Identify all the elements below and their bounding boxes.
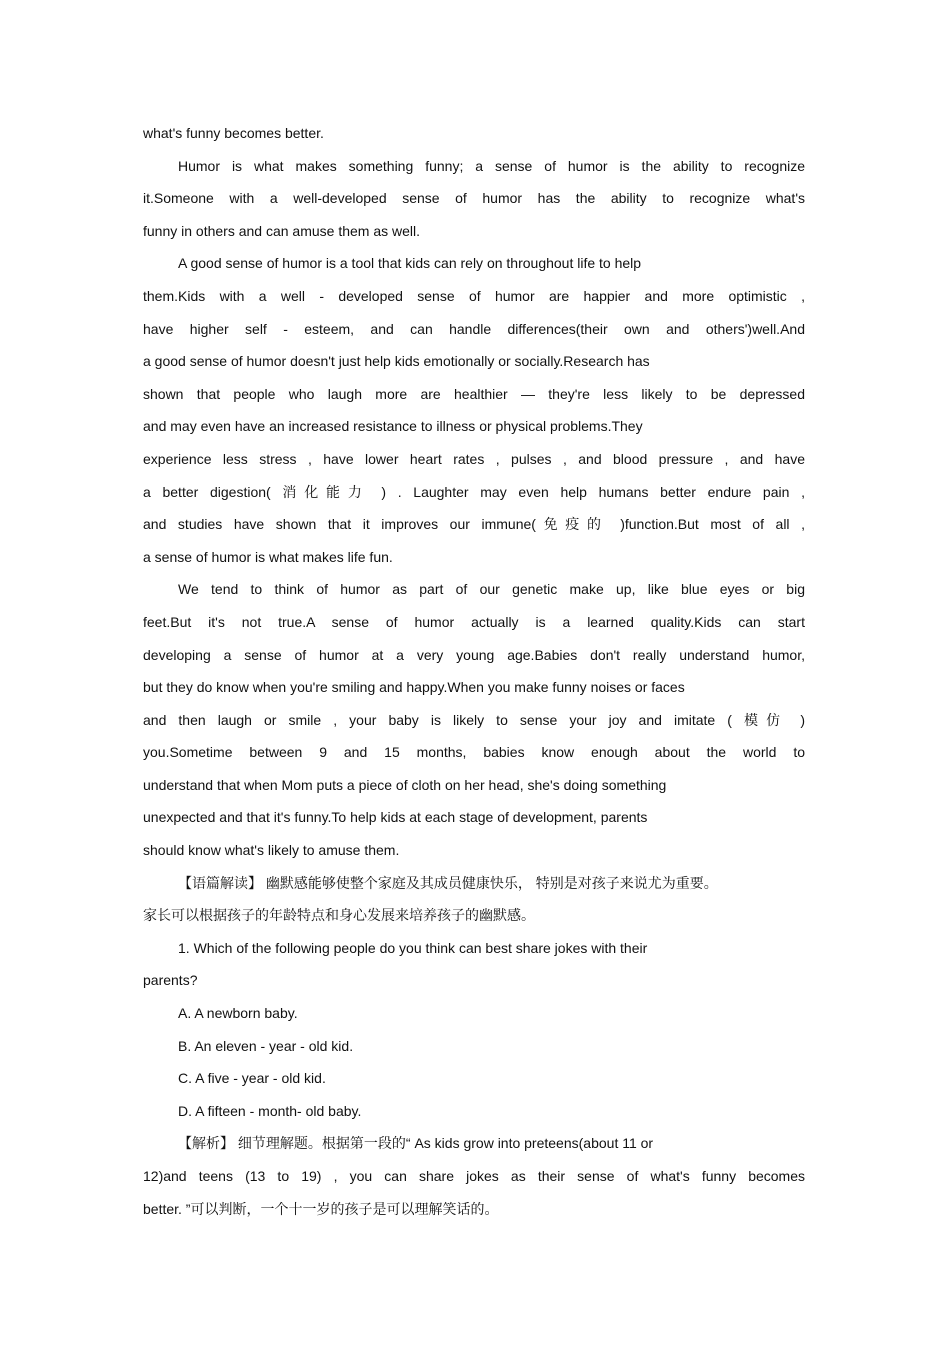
text-line: you.Sometime between 9 and 15 months, babies know enough about the world to <box>143 744 805 761</box>
text-line: shown that people who laugh more are healthier — they're less likely to be depressed <box>143 385 805 402</box>
text-line: and studies have shown that it improves our immune(免疫的 )function.But most of all , <box>143 516 805 533</box>
text-line: and may even have an increased resistance to illness or physical problems.They <box>143 418 643 435</box>
text-line: B. An eleven - year - old kid. <box>178 1037 354 1054</box>
text-line: parents? <box>143 972 198 989</box>
text-line: A. A newborn baby. <box>178 1005 298 1022</box>
text-line: a better digestion( 消化能力 ) . Laughter may even help humans better endure pain , <box>143 483 805 500</box>
text-line: better. ”可以判断，一个十一岁的孩子是可以理解笑话的。 <box>143 1200 499 1217</box>
text-line: 【解析】 细节理解题。根据第一段的“ As kids grow into preteens(about 11 or <box>178 1135 654 1152</box>
text-line: D. A fifteen - month- old baby. <box>178 1102 362 1119</box>
text-line: We tend to think of humor as part of our genetic make up, like blue eyes or big <box>178 581 805 598</box>
text-line: Humor is what makes something funny; a sense of humor is the ability to recognize <box>178 157 805 174</box>
text-line: but they do know when you're smiling and happy.When you make funny noises or faces <box>143 679 685 696</box>
text-line: have higher self - esteem, and can handle differences(their own and others')well.And <box>143 320 805 337</box>
text-line: it.Someone with a well-developed sense of humor has the ability to recognize what's <box>143 190 805 207</box>
text-line: 1. Which of the following people do you think can best share jokes with their <box>178 939 648 956</box>
text-line: C. A five - year - old kid. <box>178 1070 326 1087</box>
text-line: unexpected and that it's funny.To help kids at each stage of development, parents <box>143 809 648 826</box>
text-line: funny in others and can amuse them as well. <box>143 222 421 239</box>
text-line: understand that when Mom puts a piece of cloth on her head, she's doing something <box>143 776 667 793</box>
text-line: developing a sense of humor at a very young age.Babies don't really understand humor, <box>143 646 805 663</box>
text-line: A good sense of humor is a tool that kids can rely on throughout life to help <box>178 255 642 272</box>
text-line: experience less stress , have lower heart rates , pulses , and blood pressure , and have <box>143 450 805 467</box>
text-line: should know what's likely to amuse them. <box>143 842 400 859</box>
text-line: feet.But it's not true.A sense of humor actually is a learned quality.Kids can start <box>143 613 805 630</box>
text-line: a sense of humor is what makes life fun. <box>143 548 393 565</box>
text-line: and then laugh or smile , your baby is likely to sense your joy and imitate ( 模仿 ) <box>143 711 805 728</box>
text-line: 家长可以根据孩子的年龄特点和身心发展来培养孩子的幽默感。 <box>143 907 535 924</box>
text-line: them.Kids with a well - developed sense of humor are happier and more optimistic , <box>143 287 805 304</box>
text-line: a good sense of humor doesn't just help kids emotionally or socially.Research has <box>143 353 650 370</box>
document-page <box>143 117 805 1225</box>
text-line: 12)and teens (13 to 19) , you can share jokes as their sense of what's funny becomes <box>143 1168 805 1184</box>
text-line: what's funny becomes better. <box>143 125 324 141</box>
text-line: 【语篇解读】 幽默感能够使整个家庭及其成员健康快乐， 特别是对孩子来说尤为重要。 <box>178 874 718 891</box>
